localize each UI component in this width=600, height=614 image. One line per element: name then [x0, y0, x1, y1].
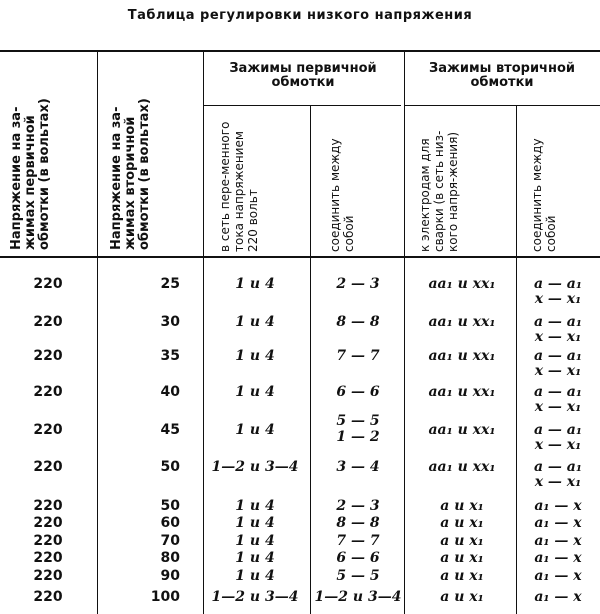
header-group-secondary: Зажимы вторичной обмотки	[428, 61, 575, 90]
cell-connect-secondary: a₁ — x	[534, 533, 582, 549]
cell-electrodes: a и x₁	[440, 498, 484, 514]
header-sub-electrodes: к электродам для сварки (в сеть низ-кого напря-жения)	[418, 130, 460, 252]
cell-primary-voltage: 220	[33, 589, 63, 605]
rule-group-primary	[203, 105, 401, 106]
cell-connect-primary: 7 — 7	[336, 348, 380, 364]
cell-primary-voltage: 220	[33, 550, 63, 566]
cell-network: 1 и 4	[235, 533, 275, 549]
cell-connect-secondary: a₁ — x	[534, 515, 582, 531]
rule-col1	[97, 50, 98, 614]
cell-connect-secondary: a₁ — x	[534, 498, 582, 514]
cell-primary-voltage: 220	[33, 276, 63, 292]
cell-network: 1 и 4	[235, 515, 275, 531]
cell-secondary-voltage: 70	[160, 533, 180, 549]
cell-primary-voltage: 220	[33, 422, 63, 438]
cell-connect-secondary: a₁ — x	[534, 589, 582, 605]
cell-primary-voltage: 220	[33, 348, 63, 364]
cell-network: 1 и 4	[235, 314, 275, 330]
cell-secondary-voltage: 25	[160, 276, 180, 292]
rule-col5	[516, 105, 517, 614]
cell-connect-secondary: a₁ — x	[534, 568, 582, 584]
cell-electrodes: a и x₁	[440, 550, 484, 566]
cell-secondary-voltage: 50	[160, 459, 180, 475]
cell-primary-voltage: 220	[33, 459, 63, 475]
cell-primary-voltage: 220	[33, 314, 63, 330]
cell-electrodes: aa₁ и xx₁	[428, 384, 496, 400]
header-group-primary: Зажимы первичной обмотки	[229, 61, 377, 90]
cell-electrodes: aa₁ и xx₁	[428, 314, 496, 330]
header-sub-connect-primary: соединить между собой	[328, 138, 356, 252]
cell-connect-secondary: x — x₁	[534, 329, 582, 345]
cell-connect-secondary: x — x₁	[534, 363, 582, 379]
cell-connect-secondary: a — a₁	[533, 384, 583, 400]
cell-electrodes: a и x₁	[440, 515, 484, 531]
cell-connect-primary: 1—2 и 3—4	[314, 589, 402, 605]
header-sub-connect-secondary: соединить между собой	[530, 138, 558, 252]
rule-group-secondary	[405, 105, 600, 106]
cell-connect-primary: 6 — 6	[336, 550, 380, 566]
cell-electrodes: a и x₁	[440, 533, 484, 549]
cell-connect-primary: 2 — 3	[336, 498, 380, 514]
cell-secondary-voltage: 80	[160, 550, 180, 566]
header-sub-network: в сеть пере-менного тока напряжением 220 вольт	[218, 121, 260, 252]
cell-connect-secondary: a — a₁	[533, 276, 583, 292]
cell-electrodes: a и x₁	[440, 568, 484, 584]
rule-col3	[310, 105, 311, 614]
cell-secondary-voltage: 35	[160, 348, 180, 364]
cell-connect-primary: 1 — 2	[336, 429, 380, 445]
cell-secondary-voltage: 30	[160, 314, 180, 330]
cell-primary-voltage: 220	[33, 384, 63, 400]
cell-connect-secondary: x — x₁	[534, 399, 582, 415]
cell-primary-voltage: 220	[33, 568, 63, 584]
cell-connect-primary: 5 — 5	[336, 568, 380, 584]
cell-secondary-voltage: 60	[160, 515, 180, 531]
cell-electrodes: aa₁ и xx₁	[428, 348, 496, 364]
cell-network: 1 и 4	[235, 348, 275, 364]
cell-network: 1 и 4	[235, 550, 275, 566]
cell-secondary-voltage: 90	[160, 568, 180, 584]
cell-network: 1 и 4	[235, 422, 275, 438]
rule-col4	[404, 50, 405, 614]
cell-connect-secondary: a — a₁	[533, 314, 583, 330]
cell-primary-voltage: 220	[33, 515, 63, 531]
cell-connect-secondary: a — a₁	[533, 348, 583, 364]
cell-electrodes: aa₁ и xx₁	[428, 276, 496, 292]
cell-secondary-voltage: 100	[150, 589, 180, 605]
cell-connect-primary: 2 — 3	[336, 276, 380, 292]
cell-connect-secondary: x — x₁	[534, 474, 582, 490]
cell-electrodes: aa₁ и xx₁	[428, 422, 496, 438]
cell-connect-secondary: a₁ — x	[534, 550, 582, 566]
cell-network: 1 и 4	[235, 568, 275, 584]
cell-network: 1 и 4	[235, 276, 275, 292]
cell-network: 1—2 и 3—4	[211, 589, 299, 605]
cell-secondary-voltage: 50	[160, 498, 180, 514]
cell-primary-voltage: 220	[33, 533, 63, 549]
rule-header-bottom	[0, 256, 600, 258]
cell-connect-primary: 7 — 7	[336, 533, 380, 549]
cell-network: 1 и 4	[235, 498, 275, 514]
cell-connect-primary: 5 — 5	[336, 413, 380, 429]
cell-secondary-voltage: 45	[160, 422, 180, 438]
cell-electrodes: aa₁ и xx₁	[428, 459, 496, 475]
cell-connect-primary: 8 — 8	[336, 515, 380, 531]
cell-connect-secondary: x — x₁	[534, 437, 582, 453]
cell-primary-voltage: 220	[33, 498, 63, 514]
rule-top	[0, 50, 600, 52]
cell-connect-primary: 8 — 8	[336, 314, 380, 330]
cell-connect-secondary: x — x₁	[534, 291, 582, 307]
cell-connect-secondary: a — a₁	[533, 422, 583, 438]
cell-network: 1—2 и 3—4	[211, 459, 299, 475]
header-secondary-voltage: Напряжение на за-жимах вторичной обмотки (в вольтах)	[109, 98, 152, 250]
table-title: Таблица регулировки низкого напряжения	[127, 8, 473, 23]
cell-secondary-voltage: 40	[160, 384, 180, 400]
cell-network: 1 и 4	[235, 384, 275, 400]
cell-electrodes: a и x₁	[440, 589, 484, 605]
cell-connect-primary: 3 — 4	[336, 459, 380, 475]
cell-connect-secondary: a — a₁	[533, 459, 583, 475]
header-primary-voltage: Напряжение на за-жимах первичной обмотки (в вольтах)	[9, 98, 52, 250]
rule-col2	[203, 50, 204, 614]
cell-connect-primary: 6 — 6	[336, 384, 380, 400]
